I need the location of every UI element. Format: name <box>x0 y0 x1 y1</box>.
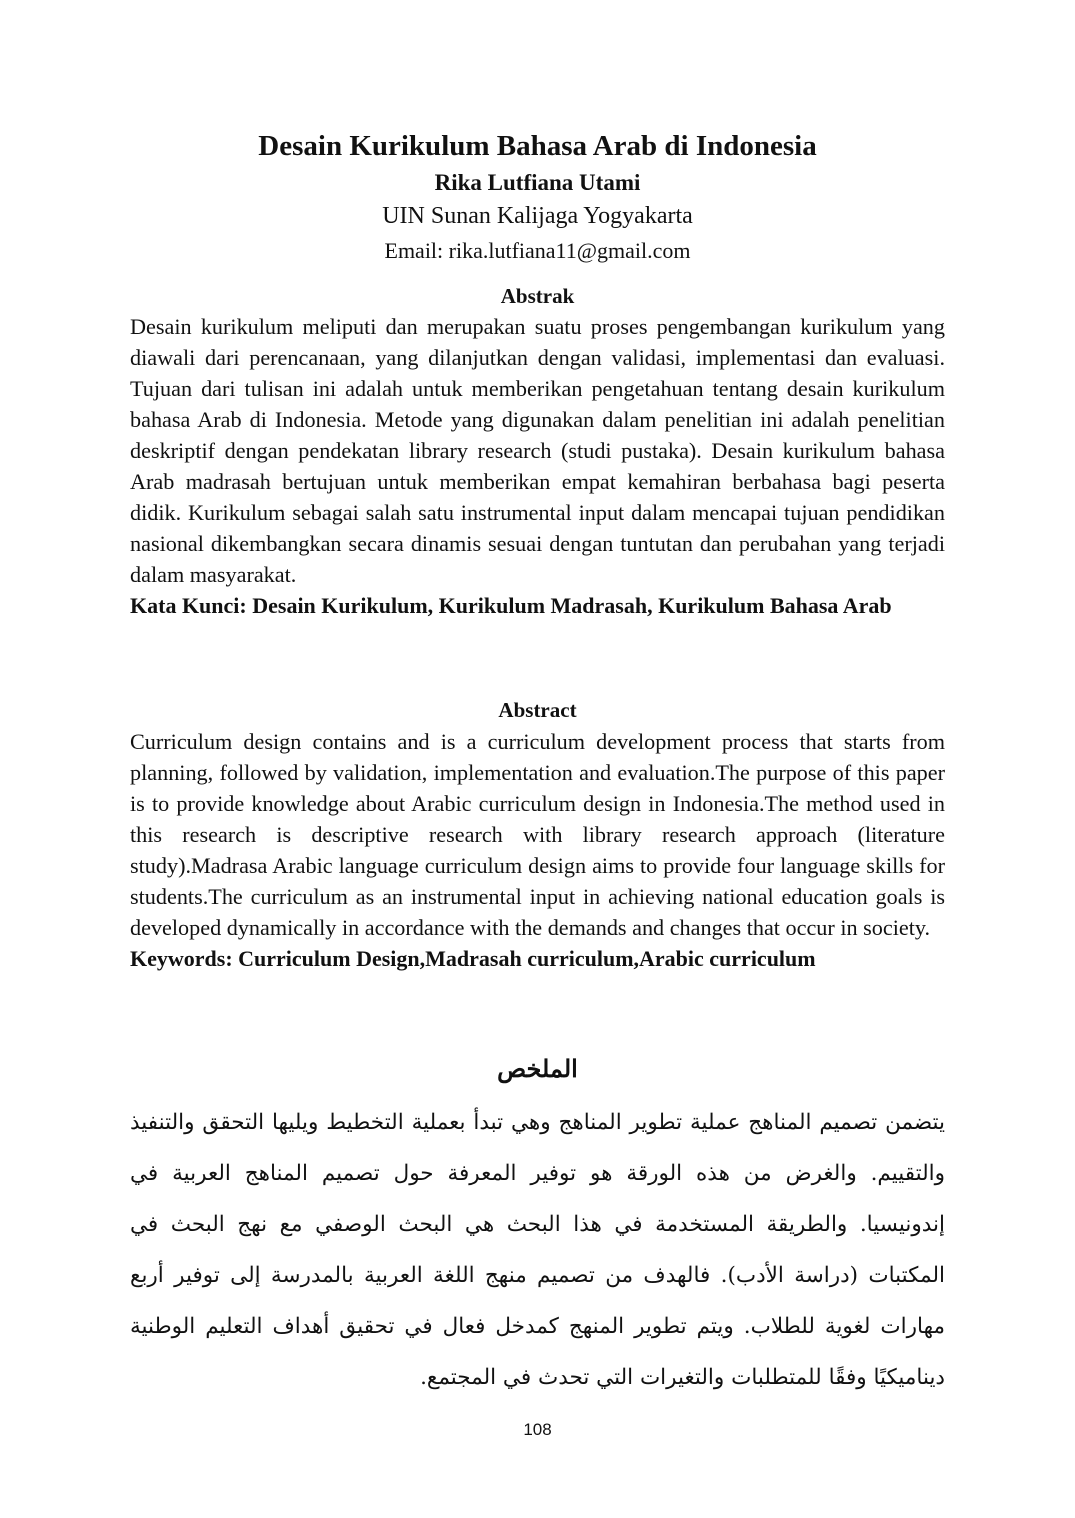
abstrak-heading: Abstrak <box>500 284 575 308</box>
abstrak-section <box>130 311 945 621</box>
mulakhas-body: يتضمن تصميم المناهج عملية تطوير المناهج وهي تبدأ بعملية التخطيط ويليها التحقق والتنفيذ والتقييم. والغرض من هذه الورقة هو توفير المعرفة حول تصميم المناهج العربية في إندونيسيا. والطريقة المستخدمة في هذا البحث هي البحث الوصفي مع نهج البحث في المكتبات (دراسة الأدب). فالهدف من تصميم منهج اللغة العربية بالمدرسة إلى توفير أربع مهارات لغوية للطلاب. ويتم تطوير المنهج كمدخل فعال في تحقيق أهداف التعليم الوطنية ديناميكيًا وفقًا للمتطلبات والتغيرات التي تحدث في المجتمع. <box>130 1110 945 1390</box>
abstract-section <box>130 726 945 974</box>
page-number: 108 <box>523 1420 552 1439</box>
abstrak-body: Desain kurikulum meliputi dan merupakan suatu proses pengembangan kurikulum yang diawali dari perencanaan, yang dilanjutkan dengan validasi, implementasi dan evaluasi. Tujuan dari tulisan ini adalah untuk memberikan pengetahuan tentang desain kurikulum bahasa Arab di Indonesia. Metode yang digunakan dalam penelitian ini adalah penelitian deskriptif dengan pendekatan library research (studi pustaka). Desain kurikulum bahasa Arab madrasah bertujuan untuk memberikan empat kemahiran berbahasa bagi peserta didik. Kurikulum sebagai salah satu instrumental input dalam mencapai tujuan pendidikan nasional dikembangkan secara dinamis sesuai dengan tuntutan dan perubahan yang terjadi dalam masyarakat. <box>130 314 945 587</box>
author-affiliation: UIN Sunan Kalijaga Yogyakarta <box>382 203 693 229</box>
abstract-heading: Abstract <box>498 698 577 722</box>
author-email: Email: rika.lutfiana11@gmail.com <box>384 238 691 263</box>
paper-title: Desain Kurikulum Bahasa Arab di Indonesia <box>258 130 817 162</box>
abstract-body: Curriculum design contains and is a curriculum development process that starts from planning, followed by validation, implementation and evaluation.The purpose of this paper is to provide knowledge about Arabic curriculum design in Indonesia.The method used in this research is descriptive research with library research approach (literature study).Madrasa Arabic language curriculum design aims to provide four language skills for students.The curriculum as an instrumental input in achieving national education goals is developed dynamically in accordance with the demands and changes that occur in society. <box>130 729 945 940</box>
author-name: Rika Lutfiana Utami <box>434 170 641 195</box>
mulakhas-heading: الملخص <box>497 1054 578 1083</box>
abstract-keywords: Keywords: Curriculum Design,Madrasah curriculum,Arabic curriculum <box>130 946 816 971</box>
abstrak-keywords: Kata Kunci: Desain Kurikulum, Kurikulum Madrasah, Kurikulum Bahasa Arab <box>130 593 892 618</box>
